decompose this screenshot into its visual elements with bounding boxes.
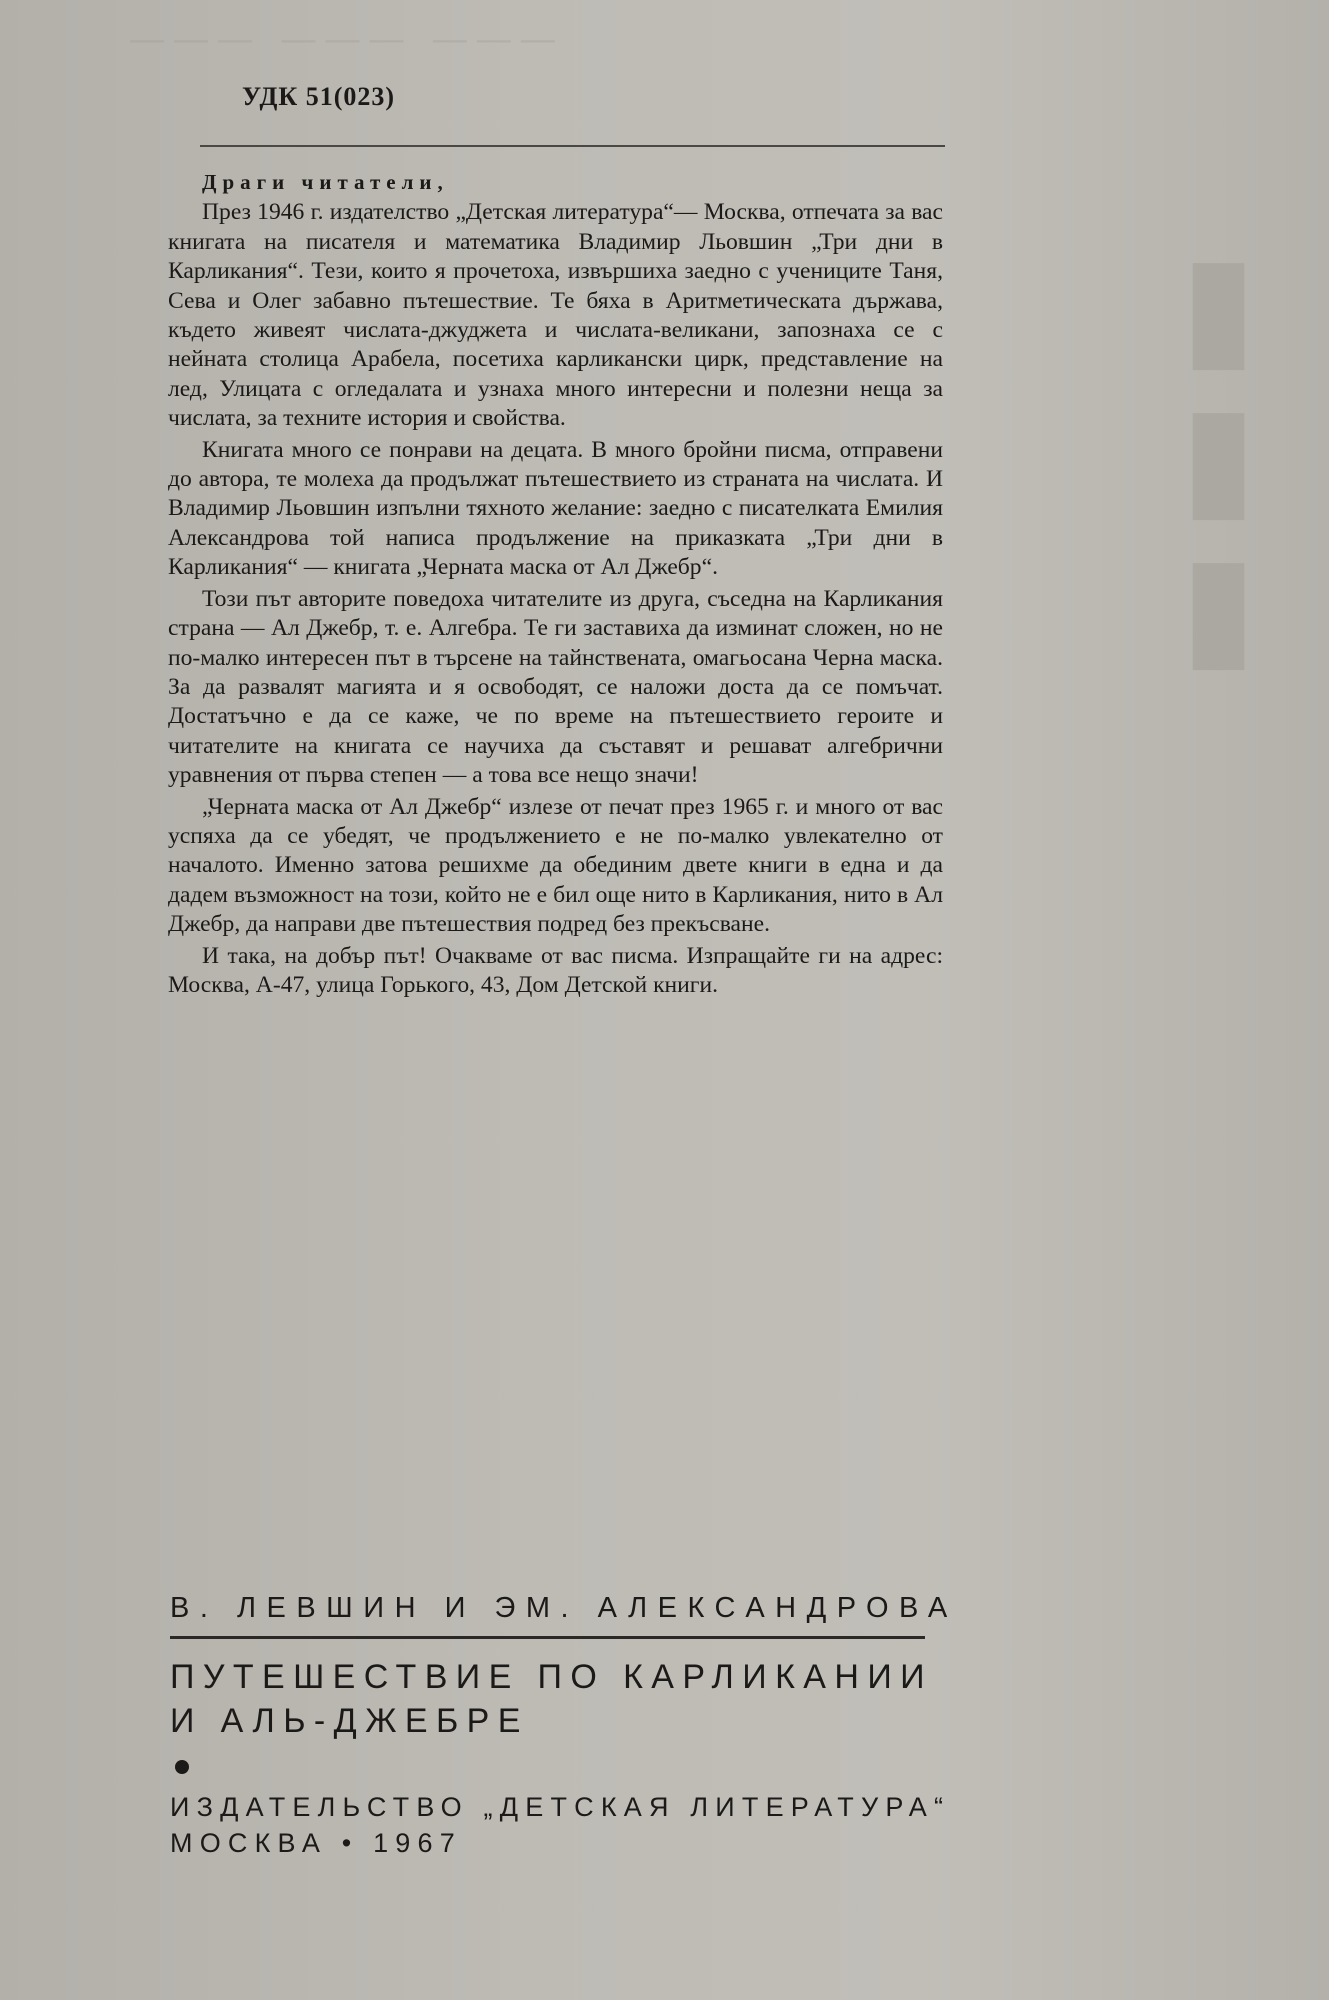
letter-paragraph: Този път авторите поведоха читателите из друга, съседна на Карликания страна — Ал Джебр, т. е. Алгебра. Те ги заставиха да изминат сложен, но не по-малко интересен път в търсене на тайнствената, омагьосана Черна маска. За да развалят магията и я освободят, се наложи доста да се помъчат. Достатъчно е да се каже, че по време на пътешествието героите и читателите на книгата се научиха да съставят и решават алгебрични уравнения от първа степен — а това все нещо значи! <box>168 585 943 789</box>
letter-paragraph: Книгата много се понрави на децата. В много бройни писма, отправени до автора, те молеха да продължат пътешествието из страната на числата. И Владимир Льовшин изпълни тяхното желание: заедно с писателката Емилия Александрова той написа продължение на приказката „Три дни в Карликания“ — книгата „Черната маска от Ал Джебр“. <box>168 436 943 581</box>
reader-letter <box>168 168 943 1000</box>
udk-code: УДК 51(023) <box>242 82 396 111</box>
book-title-line: ПУТЕШЕСТВИЕ ПО КАРЛИКАНИИ <box>170 1658 933 1696</box>
publisher-name: ИЗДАТЕЛЬСТВО „ДЕТСКАЯ ЛИТЕРАТУРА“ <box>170 1792 951 1822</box>
letter-paragraph: През 1946 г. издателство „Детская литература“— Москва, отпечата за вас книгата на писателя и математика Владимир Льовшин „Три дни в Карликания“. Тези, които я прочетоха, извършиха заедно с учениците Таня, Сева и Олег забавно пътешествие. Те бяха в Аритметическата държава, където живеят числата-джуджета и числата-великани, запознаха се с нейната столица Арабела, посетиха карликански цирк, представление на лед, Улицата с огледалата и узнаха много интересни и полезни неща за числата, за техните история и свойства. <box>168 199 943 432</box>
title-block <box>170 1590 958 1743</box>
publisher-city-year: МОСКВА • 1967 <box>170 1828 462 1858</box>
title-rule <box>170 1636 925 1639</box>
letter-greeting: Драги читатели, <box>202 170 449 194</box>
book-title <box>170 1655 933 1743</box>
show-through-print-side: ▮ ▮ ▮ <box>1180 226 1258 683</box>
show-through-print-top: ——— ——— ——— <box>120 20 555 58</box>
bullet-icon <box>175 1760 189 1774</box>
book-authors: В. ЛЕВШИН И ЭМ. АЛЕКСАНДРОВА <box>170 1592 958 1624</box>
publisher-imprint <box>170 1789 950 1861</box>
header-rule <box>200 145 945 147</box>
book-title-line: И АЛЬ-ДЖЕБРЕ <box>170 1702 529 1740</box>
letter-paragraph: И така, на добър път! Очакваме от вас писма. Изпращайте ги на адрес: Москва, А-47, улица Горького, 43, Дом Детской книги. <box>168 942 943 998</box>
letter-paragraph: „Черната маска от Ал Джебр“ излезе от печат през 1965 г. и много от вас успяха да се убедят, че продължението е не по-малко увлекателно от началото. Именно затова решихме да обединим двете книги в една и да дадем възможност на този, който не е бил още нито в Карликания, нито в Ал Джебр, да направи две пътешествия подред без прекъсване. <box>168 793 943 938</box>
